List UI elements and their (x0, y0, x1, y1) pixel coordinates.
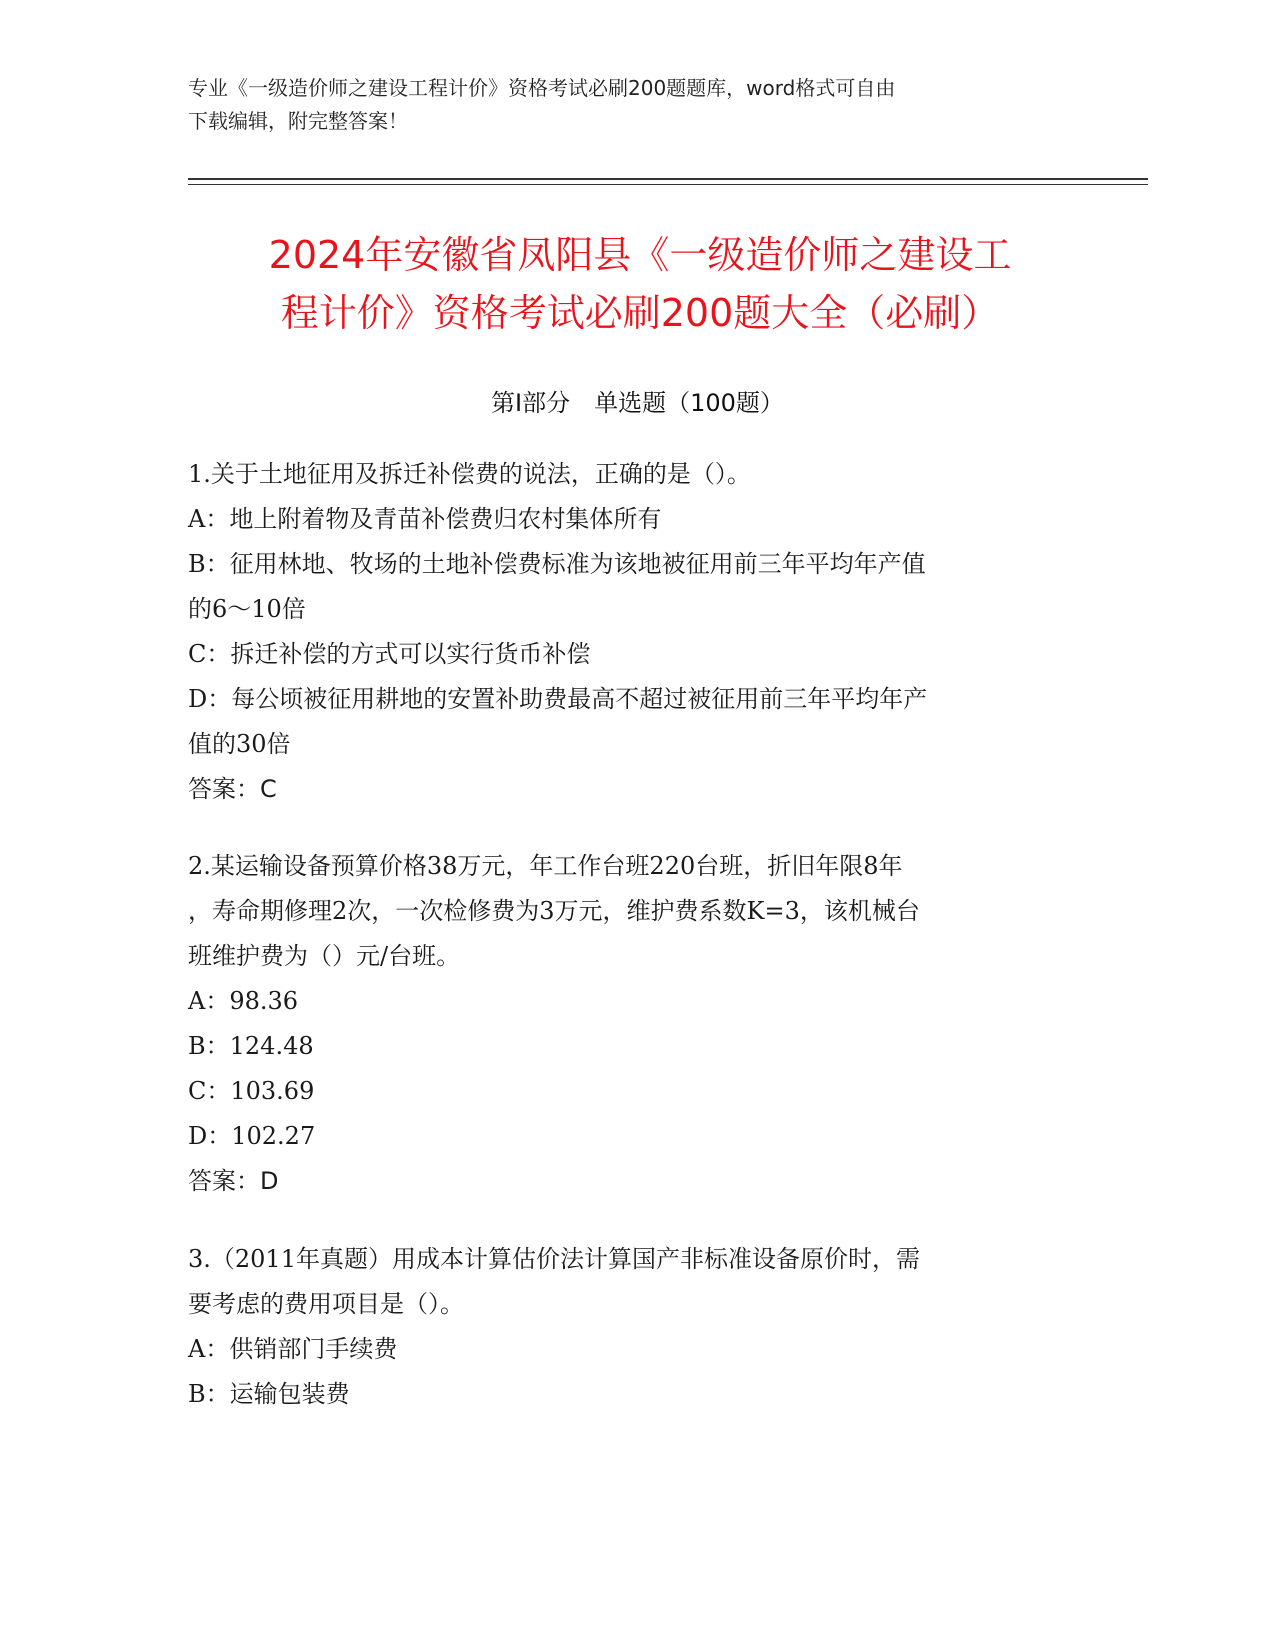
option-d-continued: 值的30倍 (188, 730, 291, 758)
option-d: D：每公顷被征用耕地的安置补助费最高不超过被征用前三年平均年产 (188, 685, 928, 713)
header-line-1: 专业《一级造价师之建设工程计价》资格考试必刷200题题库，word格式可自由 (188, 76, 896, 100)
header-line-2: 下载编辑，附完整答案！ (188, 109, 408, 133)
question-3 (188, 1237, 1088, 1417)
header-rule-thin (188, 184, 1148, 185)
option-c: C：拆迁补偿的方式可以实行货币补偿 (188, 640, 591, 668)
question-2 (188, 844, 1088, 1204)
title-line-2: 程计价》资格考试必刷200题大全（必刷） (280, 291, 1000, 335)
option-b: B：运输包装费 (188, 1380, 350, 1408)
question-stem: 2.某运输设备预算价格38万元，年工作台班220台班，折旧年限8年 (188, 852, 903, 880)
title-line-1: 2024年安徽省凤阳县《一级造价师之建设工 (268, 233, 1012, 277)
option-a: A：供销部门手续费 (188, 1335, 398, 1363)
header-rule-thick (188, 178, 1148, 180)
answer: 答案：D (188, 1167, 279, 1195)
question-stem: 1.关于土地征用及拆迁补偿费的说法，正确的是（）。 (188, 460, 751, 488)
question-stem-continued: 班维护费为（）元/台班。 (188, 942, 461, 970)
question-stem: 3.（2011年真题）用成本计算估价法计算国产非标准设备原价时，需 (188, 1245, 920, 1273)
option-b-continued: 的6～10倍 (188, 595, 306, 623)
question-stem-continued: 要考虑的费用项目是（）。 (188, 1290, 464, 1318)
document-header (188, 72, 1088, 138)
option-b: B：124.48 (188, 1032, 314, 1060)
option-b: B：征用林地、牧场的土地补偿费标准为该地被征用前三年平均年产值 (188, 550, 926, 578)
option-c: C：103.69 (188, 1077, 315, 1105)
section-heading: 第Ⅰ部分 单选题（100题） (491, 389, 784, 417)
question-1 (188, 452, 1088, 812)
option-a: A：98.36 (188, 987, 299, 1015)
answer: 答案：C (188, 775, 277, 803)
document-title (190, 226, 1090, 342)
option-a: A：地上附着物及青苗补偿费归农村集体所有 (188, 505, 662, 533)
question-stem-continued: ，寿命期修理2次，一次检修费为3万元，维护费系数K=3，该机械台 (188, 897, 920, 925)
option-d: D：102.27 (188, 1122, 316, 1150)
